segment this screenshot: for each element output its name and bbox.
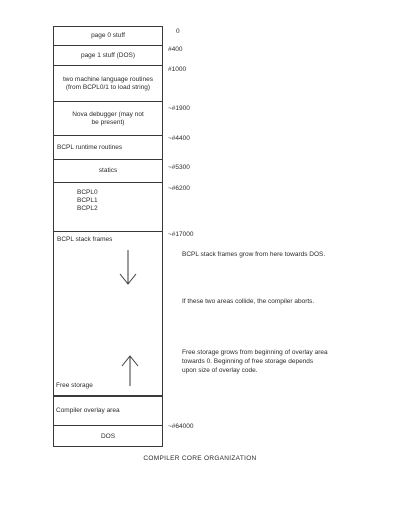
address-label: ~#64000 [168,423,194,430]
region-bcpl-runtime: BCPL runtime routines [53,136,163,160]
region-statics: statics [53,160,163,183]
region-page1-dos: page 1 stuff (DOS) [53,46,163,66]
address-label: ~#5300 [168,164,190,171]
free-storage-note: Free storage grows from beginning of overlay area towards 0. Beginning of free storage depends upon size of overlay code. [182,349,328,374]
region-compiler-overlay: Compiler overlay area [53,396,163,426]
region-bcpl-overlays: BCPL0 BCPL1 BCPL2 [53,183,163,232]
address-label: ~#4400 [168,135,190,142]
diagram-caption: COMPILER CORE ORGANIZATION [143,455,257,462]
region-page0: page 0 stuff [53,26,163,46]
stack-growth-note: BCPL stack frames grow from here towards DOS. [182,251,326,258]
region-stack-frames: BCPL stack frames [57,236,113,243]
address-label: 0 [176,28,180,35]
address-label: ~#6200 [168,185,190,192]
address-label: ~#17000 [168,231,194,238]
region-free-storage: Free storage [53,376,163,396]
down-arrow-icon [118,248,138,288]
region-machine-routines: two machine language routines (from BCPL0/1 to load string) [53,66,163,102]
up-arrow-icon [120,354,140,388]
address-label: ~#1900 [168,105,190,112]
address-label: #1000 [168,66,187,73]
address-label: #400 [168,46,183,53]
region-dos: DOS [100,432,116,440]
collision-note: If these two areas collide, the compiler aborts. [182,298,315,305]
region-nova-debugger: Nova debugger (may not be present) [53,102,163,136]
